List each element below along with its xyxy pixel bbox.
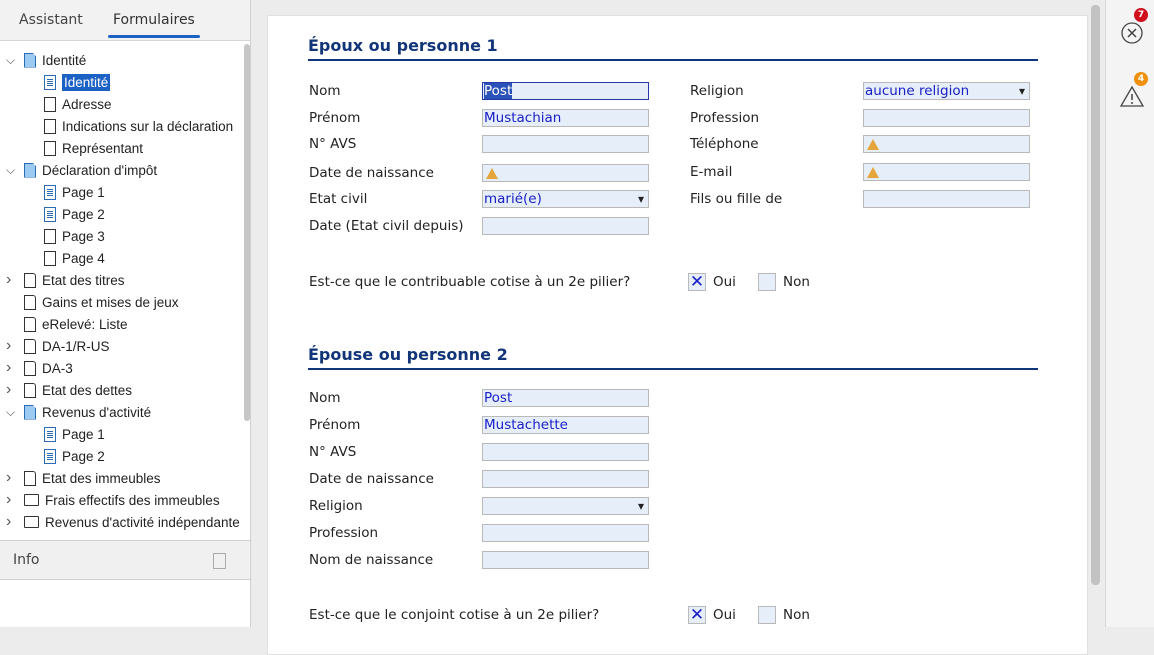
section-title: Époux ou personne 1	[308, 36, 498, 55]
tree-item[interactable]	[44, 423, 105, 445]
input-field[interactable]	[482, 135, 649, 153]
tree-item-label: Revenus d'activité indépendante	[45, 514, 240, 530]
field-label: Nom	[309, 390, 341, 406]
tree-item[interactable]	[6, 335, 110, 357]
document-icon	[44, 207, 56, 222]
input-field[interactable]	[863, 109, 1030, 127]
input-field[interactable]	[863, 163, 1030, 181]
tree-item-label: Adresse	[62, 96, 112, 112]
main-scrollbar[interactable]	[1091, 5, 1100, 585]
tree-item-label: DA-1/R-US	[42, 338, 110, 354]
yes-checkbox[interactable]: ✕	[689, 272, 705, 292]
input-field[interactable]	[482, 217, 649, 235]
document-icon	[24, 361, 36, 376]
field-label: Profession	[309, 525, 379, 541]
chevron-down-icon[interactable]: ⌵	[6, 162, 16, 177]
field-label: Fils ou fille de	[690, 191, 783, 207]
yes-label: Oui	[713, 607, 736, 623]
tree-item[interactable]	[44, 93, 112, 115]
tree-item[interactable]	[6, 357, 73, 379]
no-label: Non	[783, 607, 810, 623]
no-label: Non	[783, 274, 810, 290]
input-field[interactable]	[482, 470, 649, 488]
warning-icon	[867, 139, 879, 150]
field-label: Religion	[309, 498, 363, 514]
input-field[interactable]	[863, 135, 1030, 153]
input-field[interactable]	[482, 524, 649, 542]
document-icon	[24, 53, 36, 68]
tree-item[interactable]	[44, 115, 233, 137]
status-panel	[1105, 0, 1154, 627]
section-title: Épouse ou personne 2	[308, 345, 508, 364]
chevron-right-icon[interactable]: ›	[6, 271, 12, 288]
section-divider	[308, 59, 1038, 61]
info-bar	[0, 540, 250, 580]
input-field[interactable]	[482, 443, 649, 461]
document-icon	[24, 405, 36, 420]
tree-item-label: Page 3	[62, 228, 105, 244]
tree-item[interactable]	[6, 159, 158, 181]
select-field[interactable]	[863, 82, 1030, 100]
tree-item[interactable]	[6, 269, 125, 291]
tree-item-label: Déclaration d'impôt	[42, 162, 158, 178]
document-icon	[24, 471, 36, 486]
field-label: N° AVS	[309, 444, 357, 460]
info-label: Info	[13, 552, 40, 568]
field-value: Post	[484, 390, 513, 406]
field-value: marié(e)	[484, 191, 542, 207]
field-label: N° AVS	[309, 136, 357, 152]
folder-icon	[24, 494, 39, 506]
tree-scrollbar[interactable]	[244, 44, 250, 421]
field-value: Mustachette	[484, 417, 568, 433]
warning-count-badge: 4	[1134, 72, 1148, 86]
tree-item-label: Gains et mises de jeux	[42, 294, 179, 310]
form-tree	[0, 41, 244, 540]
tree-item[interactable]	[6, 467, 161, 489]
warning-icon	[486, 168, 498, 179]
input-field[interactable]	[482, 164, 649, 182]
tree-item[interactable]	[44, 71, 110, 93]
tree-item-label: Page 1	[62, 426, 105, 442]
tree-item-label: Etat des dettes	[42, 382, 133, 398]
document-icon	[44, 427, 56, 442]
document-icon	[44, 449, 56, 464]
yes-checkbox[interactable]: ✕	[689, 605, 705, 625]
section-divider	[308, 368, 1038, 370]
document-icon	[44, 75, 56, 90]
tree-item-label: Page 2	[62, 448, 105, 464]
tree-item-label: Page 4	[62, 250, 105, 266]
question-label: Est-ce que le contribuable cotise à un 2e pilier?	[309, 274, 631, 290]
no-checkbox[interactable]	[758, 273, 776, 291]
tree-item-label: Revenus d'activité	[42, 404, 152, 420]
tree-item-label: Indications sur la déclaration	[62, 118, 234, 134]
field-label: Téléphone	[690, 136, 759, 152]
document-icon	[24, 339, 36, 354]
chevron-right-icon[interactable]: ›	[6, 513, 12, 530]
tree-item[interactable]	[6, 511, 240, 533]
document-icon	[24, 273, 36, 288]
input-field[interactable]	[482, 389, 649, 407]
tree-item[interactable]	[44, 247, 105, 269]
chevron-right-icon[interactable]: ›	[6, 491, 12, 508]
tree-item[interactable]	[24, 291, 179, 313]
document-icon	[44, 97, 56, 112]
preview-icon[interactable]	[213, 553, 226, 569]
input-field[interactable]	[482, 109, 649, 127]
no-checkbox[interactable]	[758, 606, 776, 624]
tree-item[interactable]	[44, 137, 143, 159]
chevron-down-icon[interactable]: ⌵	[6, 52, 16, 67]
document-icon	[44, 251, 56, 266]
input-field[interactable]	[482, 551, 649, 569]
tree-item-label: Identité	[42, 52, 87, 68]
tree-item-label: Page 2	[62, 206, 105, 222]
field-label: Prénom	[309, 417, 361, 433]
question-label: Est-ce que le conjoint cotise à un 2e pilier?	[309, 607, 600, 623]
input-field[interactable]	[482, 416, 649, 434]
tree-item[interactable]	[6, 489, 220, 511]
chevron-right-icon[interactable]: ›	[6, 381, 12, 398]
tree-item-label: Identité	[64, 74, 109, 90]
document-icon	[44, 229, 56, 244]
tree-item-label: Etat des titres	[42, 272, 125, 288]
yes-label: Oui	[713, 274, 736, 290]
tab-bar	[0, 0, 250, 41]
tree-item-label: Frais effectifs des immeubles	[45, 492, 220, 508]
field-label: Prénom	[309, 110, 361, 126]
tree-item[interactable]	[6, 379, 133, 401]
error-icon[interactable]	[1121, 22, 1143, 44]
field-label: Date de naissance	[309, 165, 434, 181]
left-panel	[0, 0, 251, 627]
tree-item[interactable]	[6, 401, 152, 423]
chevron-down-icon[interactable]: ⌵	[6, 404, 16, 419]
warning-icon[interactable]	[1120, 85, 1144, 107]
tab-formulaires[interactable]: Formulaires	[113, 12, 195, 28]
warning-icon	[867, 167, 879, 178]
tree-item[interactable]	[44, 203, 105, 225]
field-label: Etat civil	[309, 191, 368, 207]
document-icon	[44, 119, 56, 134]
field-label: E-mail	[690, 164, 733, 180]
tab-assistant[interactable]: Assistant	[19, 12, 83, 28]
field-label: Nom	[309, 83, 341, 99]
select-field[interactable]	[482, 190, 649, 208]
tree-item-label: Etat des immeubles	[42, 470, 161, 486]
input-field[interactable]	[863, 190, 1030, 208]
form-page	[267, 15, 1088, 655]
input-field[interactable]	[482, 82, 649, 100]
error-count-badge: 7	[1134, 8, 1148, 22]
document-icon	[24, 317, 36, 332]
field-value: aucune religion	[865, 83, 970, 99]
tree-item[interactable]	[6, 49, 87, 71]
field-label: Date de naissance	[309, 471, 434, 487]
chevron-right-icon[interactable]: ›	[6, 337, 12, 354]
tree-item-label: Page 1	[62, 184, 105, 200]
document-icon	[24, 295, 36, 310]
folder-icon	[24, 516, 39, 528]
document-icon	[44, 185, 56, 200]
field-label: Date (Etat civil depuis)	[309, 218, 464, 234]
document-icon	[24, 163, 36, 178]
chevron-right-icon[interactable]: ›	[6, 469, 12, 486]
document-icon	[44, 141, 56, 156]
tree-item[interactable]	[44, 181, 105, 203]
tree-item-label: Représentant	[62, 140, 144, 156]
tree-item[interactable]	[24, 313, 128, 335]
tree-item[interactable]	[44, 445, 105, 467]
chevron-right-icon[interactable]: ›	[6, 359, 12, 376]
select-field[interactable]	[482, 497, 649, 515]
document-icon	[24, 383, 36, 398]
field-value: Mustachian	[484, 110, 562, 126]
tree-item-label: DA-3	[42, 360, 73, 376]
field-label: Nom de naissance	[309, 552, 434, 568]
tree-item[interactable]	[44, 225, 105, 247]
field-label: Religion	[690, 83, 744, 99]
tree-item-label: eRelevé: Liste	[42, 316, 128, 332]
field-label: Profession	[690, 110, 760, 126]
field-value: Post	[484, 83, 513, 99]
